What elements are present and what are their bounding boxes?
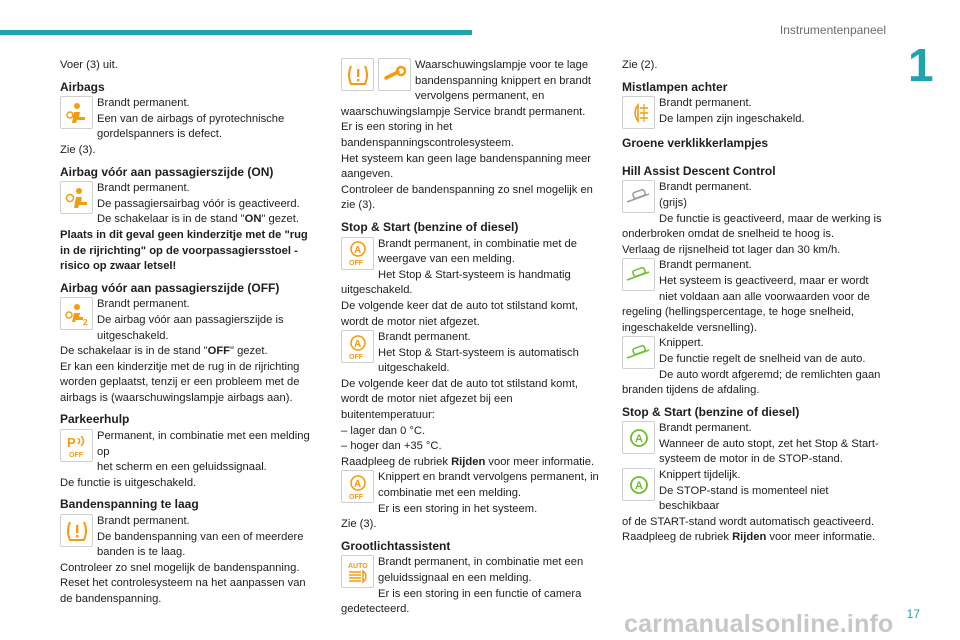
fog-entry: Brandt permanent. De lampen zijn ingeschakeld. xyxy=(622,96,884,130)
auto-high-beam-icon xyxy=(341,555,374,588)
svg-text:A: A xyxy=(353,338,361,350)
column-middle xyxy=(341,58,603,618)
hadc-heading: Hill Assist Descent Control xyxy=(622,163,776,178)
beam-assist-entry: AUTO Brandt permanent, in combinatie met een geluidssignaal en een melding. Er is een storing in een functie of camera gedetecteerd. xyxy=(341,556,584,616)
page-number: 17 xyxy=(906,607,920,621)
fog-heading: Mistlampen achter xyxy=(622,79,728,94)
stop-start-off-icon xyxy=(341,470,374,503)
tyre-pressure-icon xyxy=(341,58,374,91)
airbag-off-entry: 2 Brandt permanent. De airbag vóór aan passagierszijde is uitgeschakeld. De schakelaar is in de stand "OFF" gezet. Er kan een kinderzitje met de rug in de rijrichting worden geplaatst, tenzij er een probleem met de airbags is (waarschuwingslampje airbags aan). xyxy=(60,298,300,404)
stop-start-green-icon xyxy=(622,421,655,454)
chapter-number: 1 xyxy=(908,39,934,91)
svg-text:OFF: OFF xyxy=(68,451,83,459)
stop-start-off-icon xyxy=(341,330,374,363)
svg-text:P: P xyxy=(66,434,76,450)
svg-text:AUTO: AUTO xyxy=(347,562,368,570)
beam-assist-heading: Grootlichtassistent xyxy=(341,538,451,553)
airbag-on-entry: Brandt permanent. De passagiersairbag vóór is geactiveerd. De schakelaar is in de stand "ON" gezet. Plaats in dit geval geen kinderzitje met de "rug in de rijrichting" op de voorpassagiersstoel - risico op zwaar letsel! xyxy=(60,181,312,275)
svg-text:OFF: OFF xyxy=(348,493,363,500)
hill-descent-green-icon xyxy=(622,258,655,291)
park-heading: Parkeerhulp xyxy=(60,412,130,427)
tyre-pressure-icon xyxy=(60,514,93,547)
passenger-airbag-off-icon xyxy=(60,297,93,330)
airbags-entry: Brandt permanent. Een van de airbags of pyrotechnische gordelspanners is defect. Zie (3). xyxy=(60,97,285,156)
intro-text: Voer (3) uit. xyxy=(60,59,118,71)
intro-text: Zie (2). xyxy=(622,59,658,71)
hill-descent-grey-icon xyxy=(622,180,655,213)
hadc-entry-green: Brandt permanent. Het systeem is geactiveerd, maar er wordt niet voldaan aan alle voorwaarden voor de regeling (hellingspercentage, te hoge snelheid, ingeschakelde versnelling). xyxy=(622,259,870,334)
svg-text:OFF: OFF xyxy=(348,260,363,267)
stop-start-off-entry-2: A OFF Brandt permanent. Het Stop & Start-systeem is automatisch uitgeschakeld. De volgende keer dat de auto tot stilstand komt, wordt de motor niet afgezet bij een buitentemperatuur: – lager dan 0 °C. – hoger dan +35 °C. Raadpleeg de rubriek Rijden voor meer informatie. xyxy=(341,331,595,468)
tyre-heading: Bandenspanning te laag xyxy=(60,497,199,512)
svg-text:OFF: OFF xyxy=(348,353,363,360)
svg-text:A: A xyxy=(634,432,643,445)
svg-text:A: A xyxy=(353,245,361,257)
column-right xyxy=(622,58,884,546)
airbag-off-heading: Airbag vóór aan passagierszijde (OFF) xyxy=(60,280,280,295)
stop-start-off-entry-3: A OFF Knippert en brandt vervolgens permanent, in combinatie met een melding. Er is een storing in het systeem. Zie (3). xyxy=(341,471,599,531)
airbag-on-heading: Airbag vóór aan passagierszijde (ON) xyxy=(60,164,274,179)
stop-start-off-icon xyxy=(341,237,374,270)
service-wrench-icon xyxy=(378,58,411,91)
airbag-warning-text: Plaats in dit geval geen kinderzitje met de "rug in de rijrichting" op de voorpassagiersstoel - risico op zwaar letsel! xyxy=(60,228,308,273)
stop-start-green-heading: Stop & Start (benzine of diesel) xyxy=(622,404,800,419)
airbag-warning-icon xyxy=(60,96,93,129)
tpms-entry: Waarschuwingslampje voor te lage bandenspanning knippert en brandt vervolgens permanent, en waarschuwingslampje Service brandt permanent. Er is een storing in het bandenspanningscontrolesysteem. Het systeem kan geen lage bandenspanning meer aangeven. Controleer de bandenspanning zo snel mogelijk en zie (3). xyxy=(341,59,593,212)
stop-start-green-entry-1: A Brandt permanent. Wanneer de auto stopt, zet het Stop & Start- systeem de motor in de STOP-stand. xyxy=(622,421,884,468)
green-lamps-heading: Groene verklikkerlampjes xyxy=(622,136,769,151)
header-accent-bar xyxy=(0,30,472,35)
rear-fog-icon xyxy=(622,96,655,129)
parking-sensor-icon xyxy=(60,429,93,462)
watermark: carmanualsonline.info xyxy=(624,610,894,638)
tyre-entry: Brandt permanent. De bandenspanning van een of meerdere banden is te laag. Controleer zo snel mogelijk de bandenspanning. Reset het controlesysteem na het aanpassen van de bandenspanning. xyxy=(60,515,306,605)
hadc-entry-flash: Knippert. De functie regelt de snelheid van de auto. De auto wordt afgeremd; de remlichten gaan branden tijdens de afdaling. xyxy=(622,337,881,397)
stop-start-green-icon xyxy=(622,468,655,501)
hill-descent-green-icon xyxy=(622,336,655,369)
svg-text:2: 2 xyxy=(82,317,87,326)
park-entry: P OFF Permanent, in combinatie met een melding op het scherm en een geluidssignaal. De functie is uitgeschakeld. xyxy=(60,430,310,489)
stop-start-green-entry-2: A Knippert tijdelijk. De STOP-stand is momenteel niet beschikbaar of de START-stand wordt automatisch geactiveerd. Raadpleeg de rubriek Rijden voor meer informatie. xyxy=(622,469,876,544)
airbags-heading: Airbags xyxy=(60,79,105,94)
stop-start-heading: Stop & Start (benzine of diesel) xyxy=(341,219,519,234)
column-left xyxy=(60,58,312,608)
hadc-entry-grey: Brandt permanent. (grijs) De functie is geactiveerd, maar de werking is onderbroken omdat de snelheid te hoog is. Verlaag de rijsnelheid tot lager dan 30 km/h. xyxy=(622,181,882,256)
stop-start-off-entry-1: A OFF Brandt permanent, in combinatie met de weergave van een melding. Het Stop & Start-systeem is handmatig uitgeschakeld. De volgende keer dat de auto tot stilstand komt, wordt de motor niet afgezet. xyxy=(341,237,578,328)
section-title: Instrumentenpaneel xyxy=(779,23,886,37)
passenger-airbag-on-icon xyxy=(60,181,93,214)
svg-text:A: A xyxy=(634,479,643,492)
svg-text:A: A xyxy=(353,478,361,490)
